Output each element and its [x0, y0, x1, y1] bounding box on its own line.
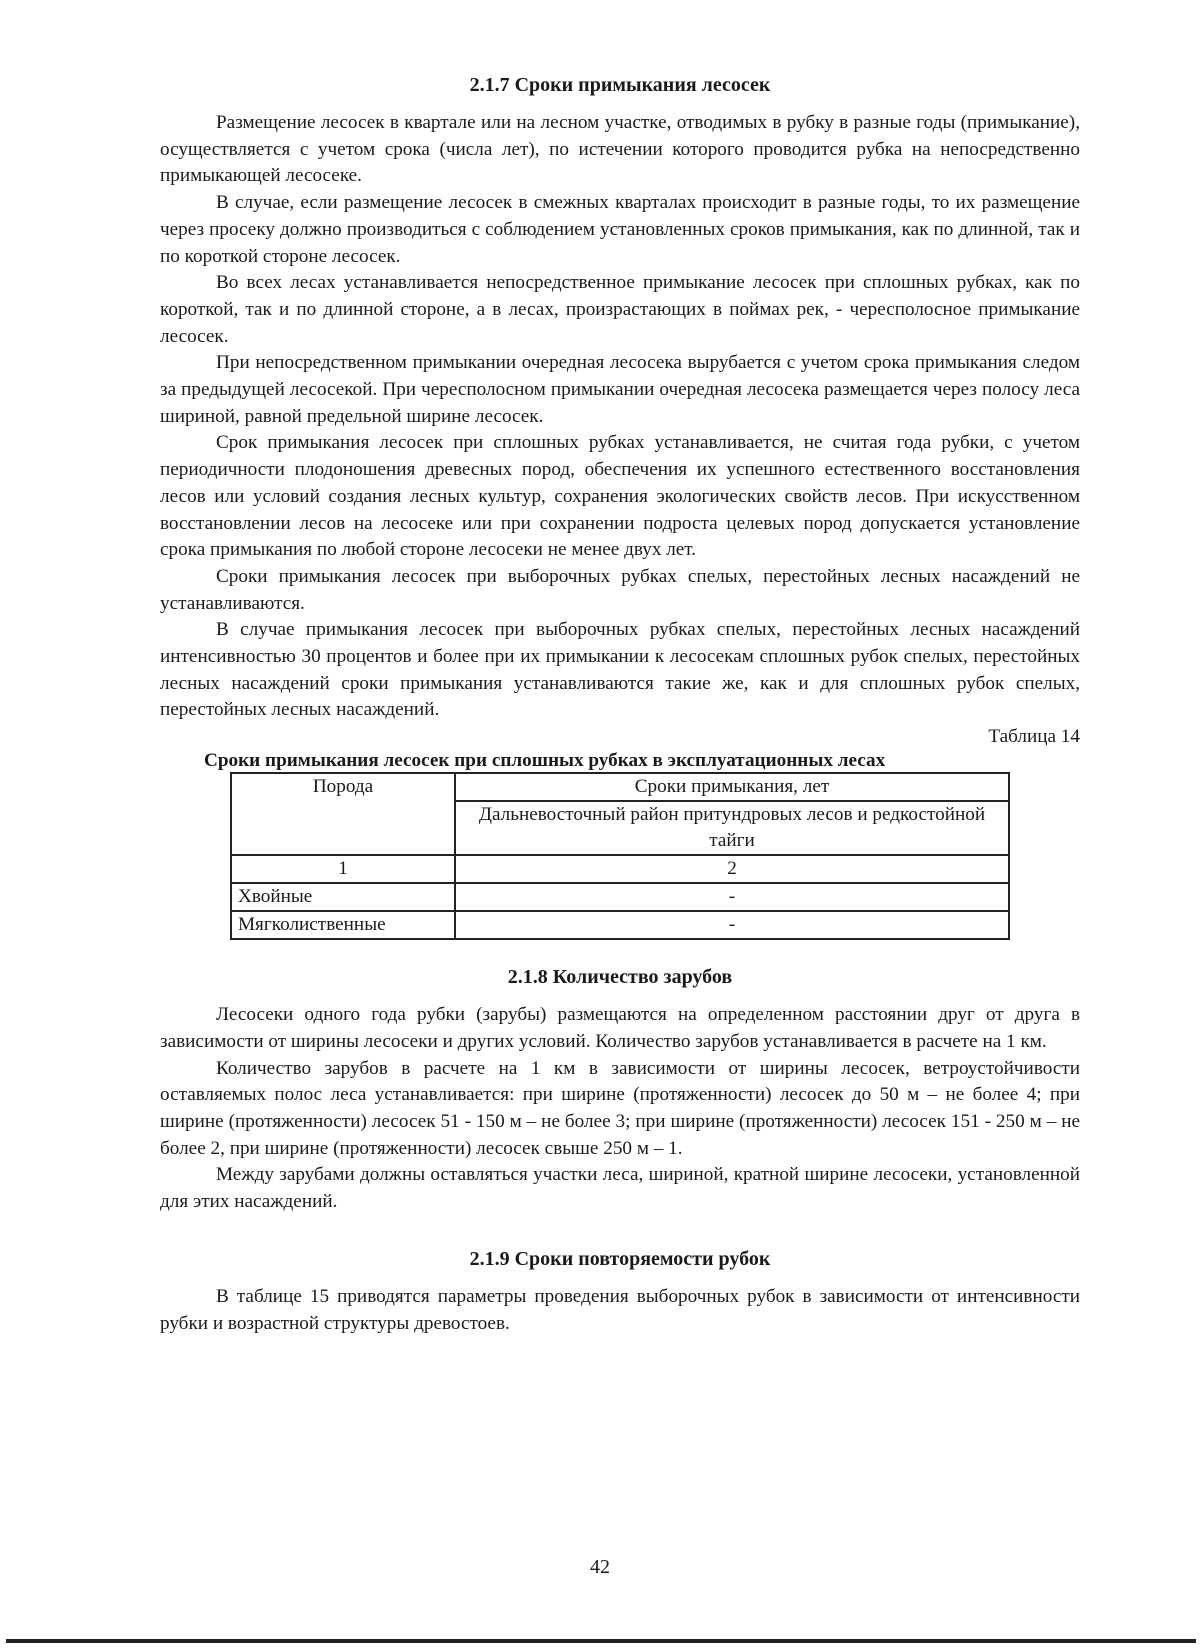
- table-row: [231, 911, 1009, 939]
- subheader-cell-region: Дальневосточный район притундровых лесов и редкостойной тайги: [455, 801, 1009, 855]
- header-cell-species: Порода: [231, 773, 455, 855]
- page-content: [160, 72, 1080, 1337]
- species-cell: Хвойные: [231, 883, 455, 911]
- paragraph: При непосредственном примыкании очередная лесосека вырубается с учетом срока примыкания следом за предыдущей лесосекой. При чересполосном примыкании очередная лесосека размещается через полосу леса шириной, равной предельной ширине лесосек.: [160, 352, 1080, 427]
- section-heading-2-1-7: 2.1.7 Сроки примыкания лесосек: [469, 74, 771, 96]
- table-header-row: [231, 773, 1009, 801]
- table-row: [231, 883, 1009, 911]
- header-cell-terms: Сроки примыкания, лет: [455, 773, 1009, 801]
- paragraph: Срок примыкания лесосек при сплошных рубках устанавливается, не считая года рубки, с учетом периодичности плодоношения древесных пород, обеспечения их успешного естественного восстановления лесов или условий создания лесных культур, сохранения экологических свойств лесов. При искусственном восстановлении лесов на лесосеке или при сохранении подроста целевых пород допускается установление срока примыкания по любой стороне лесосеки не менее двух лет.: [160, 432, 1080, 561]
- table-label: Таблица 14: [988, 726, 1080, 748]
- column-number-cell: 2: [455, 855, 1009, 883]
- column-number-cell: 1: [231, 855, 455, 883]
- section-heading-2-1-8: 2.1.8 Количество зарубов: [507, 966, 733, 989]
- table-14: [230, 772, 1010, 940]
- table-title: Сроки примыкания лесосек при сплошных рубках в эксплуатационных лесах: [204, 750, 886, 772]
- section-heading-2-1-9: 2.1.9 Сроки повторяемости рубок: [469, 1247, 771, 1270]
- paragraph: Количество зарубов в расчете на 1 км в зависимости от ширины лесосек, ветроустойчивости оставляемых полос леса устанавливается: при ширине (протяженности) лесосек до 50 м – не более 4; при ширине (протяженности) лесосек 51 - 150 м – не более 3; при ширине (протяженности) лесосек 151 - 250 м – не более 2, при ширине (протяженности) лесосек свыше 250 м – 1.: [160, 1057, 1080, 1159]
- table-number-row: [231, 855, 1009, 883]
- paragraph: Во всех лесах устанавливается непосредственное примыкание лесосек при сплошных рубках, как по короткой, так и по длинной стороне, а в лесах, произрастающих в поймах рек, - чересполосное примыкание лесосек.: [160, 272, 1080, 347]
- page-number: 42: [590, 1556, 610, 1578]
- paragraph: Между зарубами должны оставляться участки леса, шириной, кратной ширине лесосеки, установленной для этих насаждений.: [160, 1164, 1080, 1213]
- value-cell: -: [455, 883, 1009, 911]
- paragraph: Размещение лесосек в квартале или на лесном участке, отводимых в рубку в разные годы (примыкание), осуществляется с учетом срока (числа лет), по истечении которого проводится рубка на непосредственно примыкающей лесосеке.: [160, 112, 1080, 187]
- paragraph: В таблице 15 приводятся параметры проведения выборочных рубок в зависимости от интенсивности рубки и возрастной структуры древостоев.: [160, 1285, 1080, 1334]
- footer-rule: [6, 1639, 1196, 1643]
- species-cell: Мягколиственные: [231, 911, 455, 939]
- paragraph: В случае примыкания лесосек при выборочных рубках спелых, перестойных лесных насаждений интенсивностью 30 процентов и более при их примыкании к лесосекам сплошных рубок спелых, перестойных лесных насаждений сроки примыкания устанавливаются такие же, как и для сплошных рубок спелых, перестойных лесных насаждений.: [160, 619, 1080, 721]
- paragraph: Сроки примыкания лесосек при выборочных рубках спелых, перестойных лесных насаждений не устанавливаются.: [160, 565, 1080, 614]
- paragraph: Лесосеки одного года рубки (зарубы) размещаются на определенном расстоянии друг от друга в зависимости от ширины лесосеки и других условий. Количество зарубов устанавливается в расчете на 1 км.: [160, 1004, 1080, 1052]
- paragraph: В случае, если размещение лесосек в смежных кварталах происходит в разные годы, то их размещение через просеку должно производиться с соблюдением установленных сроков примыкания, как по длинной, так и по короткой стороне лесосек.: [160, 192, 1080, 267]
- value-cell: -: [455, 911, 1009, 939]
